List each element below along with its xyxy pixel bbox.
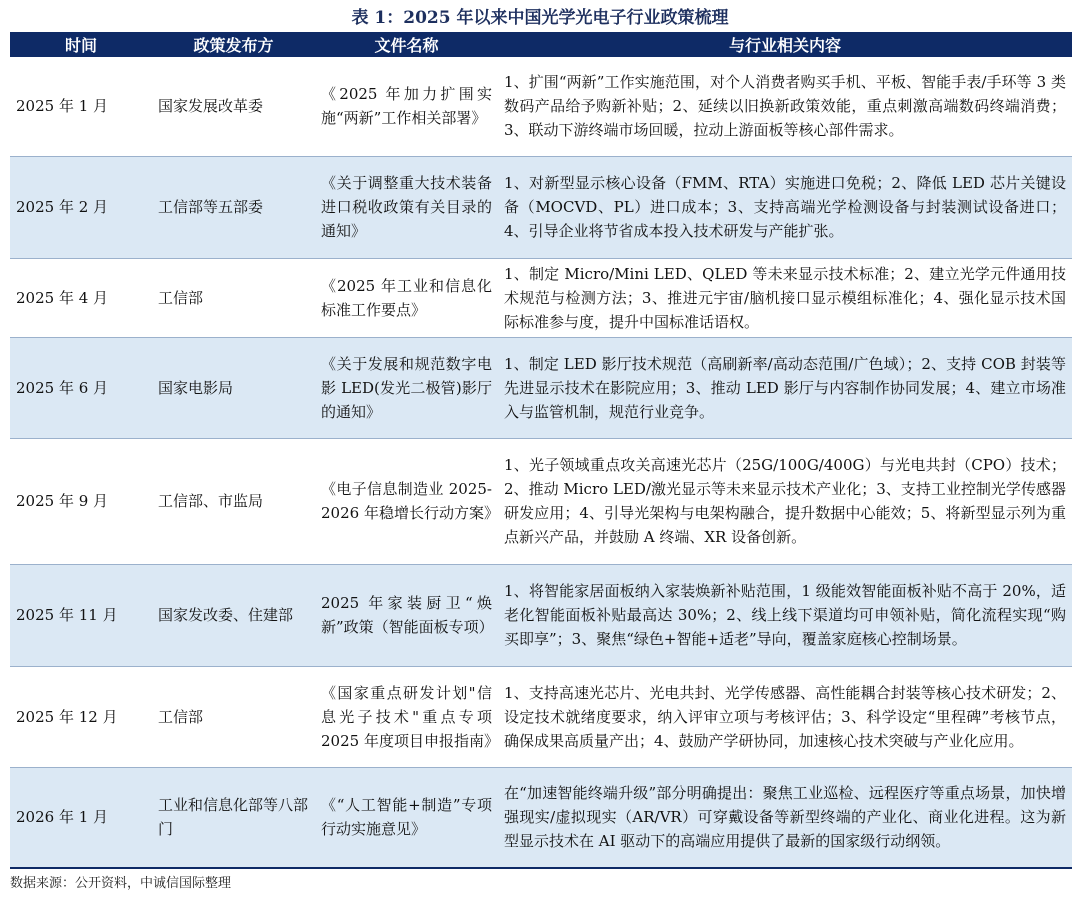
table-row xyxy=(10,666,1072,767)
source-note: 数据来源：公开资料，中诚信国际整理 xyxy=(10,876,232,891)
cell-dept: 工信部 xyxy=(158,288,204,307)
cell-dept: 国家电影局 xyxy=(152,337,315,438)
cell-content: 1、制定 Micro/Mini LED、QLED 等未来显示技术标准；2、建立光学元件通用技术规范与检测方法；3、推进元宇宙/脑机接口显示模组标准化；4、强化显示技术国际标准参与度，提升中国标准话语权。 xyxy=(504,264,1066,331)
cell-time: 2025 年 1 月 xyxy=(16,97,109,116)
policy-table xyxy=(10,32,1072,869)
cell-content: 1、对新型显示核心设备（FMM、RTA）实施进口免税；2、降低 LED 芯片关键设备（MOCVD、PL）进口成本；3、支持高端光学检测设备与封装测试设备进口；4、引导企业将节省成本投入技术研发与产能扩张。 xyxy=(498,156,1072,258)
cell-doc: 《电子信息制造业 2025-2026 年稳增长行动方案》 xyxy=(321,480,499,522)
cell-content: 1、扩围“两新”工作实施范围，对个人消费者购买手机、平板、智能手表/手环等 3 类数码产品给予购新补贴；2、延续以旧换新政策效能，重点刺激高端数码终端消费；3、联动下游终端市场回暖，拉动上游面板等核心部件需求。 xyxy=(504,73,1066,140)
cell-time: 2025 年 12 月 xyxy=(16,707,118,726)
table-row xyxy=(10,156,1072,258)
header-doc: 文件名称 xyxy=(315,32,498,57)
table-row xyxy=(10,564,1072,666)
cell-doc: 《关于发展和规范数字电影 LED(发光二极管)影厅的通知》 xyxy=(315,337,498,438)
cell-doc: 《2025 年工业和信息化标准工作要点》 xyxy=(321,276,492,319)
cell-content: 1、制定 LED 影厅技术规范（高刷新率/高动态范围/广色域）；2、支持 COB 封装等先进显示技术在影院应用；3、推动 LED 影厅与内容制作协同发展；4、建立市场准入与监管机制，规范行业竞争。 xyxy=(498,337,1072,438)
table-row xyxy=(10,337,1072,438)
header-content: 与行业相关内容 xyxy=(498,32,1072,57)
cell-dept: 国家发改委、住建部 xyxy=(152,564,315,666)
table-row xyxy=(10,57,1072,156)
table-row xyxy=(10,767,1072,868)
header-dept: 政策发布方 xyxy=(152,32,315,57)
cell-dept: 国家发展改革委 xyxy=(158,97,264,116)
cell-time: 2025 年 9 月 xyxy=(16,492,109,510)
header-time: 时间 xyxy=(10,32,152,57)
cell-content: 在“加速智能终端升级”部分明确提出：聚焦工业巡检、远程医疗等重点场景，加快增强现实/虚拟现实（AR/VR）可穿戴设备等新型终端的产业化、商业化进程。这为新型显示技术在 AI 驱动下的高端应用提供了最新的国家级行动纲领。 xyxy=(498,767,1072,868)
table-header-row xyxy=(10,32,1072,57)
cell-doc: 《2025 年加力扩围实施“两新”工作相关部署》 xyxy=(321,85,492,128)
cell-dept: 工信部、市监局 xyxy=(158,492,264,510)
cell-content: 1、将智能家居面板纳入家装焕新补贴范围，1 级能效智能面板补贴不高于 20%，适老化智能面板补贴最高达 30%；2、线上线下渠道均可申领补贴，简化流程实现“购买即享”；3、聚焦“绿色+智能+适老”导向，覆盖家庭核心控制场景。 xyxy=(498,564,1072,666)
cell-doc: 《“人工智能+制造”专项行动实施意见》 xyxy=(315,767,498,868)
cell-time: 2025 年 2 月 xyxy=(10,156,152,258)
table-title: 表 1：2025 年以来中国光学光电子行业政策梳理 xyxy=(351,8,729,28)
cell-time: 2025 年 6 月 xyxy=(10,337,152,438)
cell-time: 2025 年 11 月 xyxy=(10,564,152,666)
cell-time: 2026 年 1 月 xyxy=(10,767,152,868)
cell-doc: 2025 年家装厨卫“焕新”政策（智能面板专项） xyxy=(315,564,498,666)
cell-dept: 工信部等五部委 xyxy=(152,156,315,258)
cell-doc: 《关于调整重大技术装备进口税收政策有关目录的通知》 xyxy=(315,156,498,258)
cell-doc: 《国家重点研发计划"信息光子技术"重点专项 2025 年度项目申报指南》 xyxy=(321,683,499,750)
cell-dept: 工业和信息化部等八部门 xyxy=(152,767,315,868)
table-row xyxy=(10,258,1072,337)
cell-time: 2025 年 4 月 xyxy=(16,288,109,307)
cell-dept: 工信部 xyxy=(158,707,204,726)
cell-content: 1、支持高速光芯片、光电共封、光学传感器、高性能耦合封装等核心技术研发；2、设定技术就绪度要求，纳入评审立项与考核评估；3、科学设定“里程碑”考核节点，确保成果高质量产出；4、鼓励产学研协同，加速核心技术突破与产业化应用。 xyxy=(504,683,1066,750)
table-row xyxy=(10,438,1072,564)
cell-content: 1、光子领域重点攻关高速光芯片（25G/100G/400G）与光电共封（CPO）技术；2、推动 Micro LED/激光显示等未来显示技术产业化；3、支持工业控制光学传感器研发应用；4、引导光架构与电架构融合，提升数据中心能效；5、将新型显示列为重点新兴产品，并鼓励 A 终端、XR 设备创新。 xyxy=(504,456,1066,546)
